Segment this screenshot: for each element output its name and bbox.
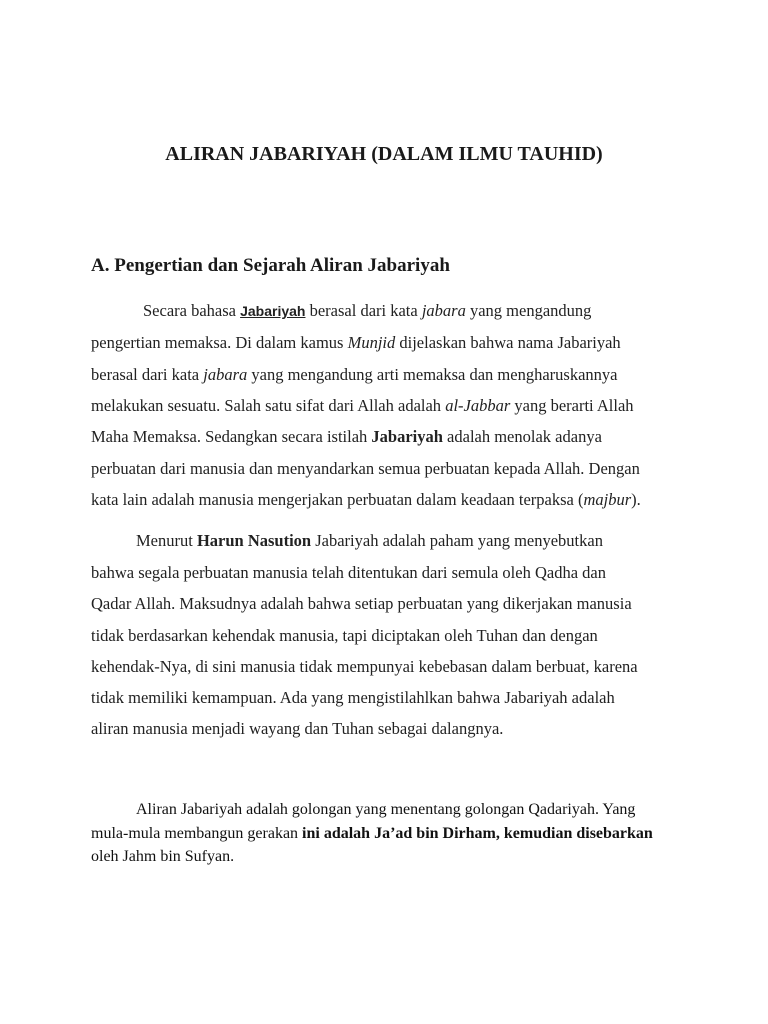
paragraph-1-line-1: Secara bahasa Jabariyah berasal dari kata jabara yang mengandung xyxy=(143,301,592,320)
paragraph-3-line-1: Aliran Jabariyah adalah golongan yang menentang golongan Qadariyah. Yang xyxy=(136,801,636,818)
paragraph-2-line-2: bahwa segala perbuatan manusia telah ditentukan dari semula oleh Qadha dan xyxy=(91,563,606,582)
paragraph-2-line-1: Menurut Harun Nasution Jabariyah adalah paham yang menyebutkan xyxy=(136,531,603,550)
paragraph-3-line-2: mula-mula membangun gerakan ini adalah Ja’ad bin Dirham, kemudian disebarkan xyxy=(91,825,653,842)
paragraph-1-line-7: kata lain adalah manusia mengerjakan perbuatan dalam keadaan terpaksa (majbur). xyxy=(91,490,641,509)
document-title: ALIRAN JABARIYAH (DALAM ILMU TAUHID) xyxy=(165,143,603,165)
section-a-heading: A. Pengertian dan Sejarah Aliran Jabariyah xyxy=(91,255,450,276)
paragraph-2-line-5: kehendak-Nya, di sini manusia tidak mempunyai kebebasan dalam berbuat, karena xyxy=(91,657,638,676)
paragraph-1-line-2: pengertian memaksa. Di dalam kamus Munjid dijelaskan bahwa nama Jabariyah xyxy=(91,333,621,352)
paragraph-2-line-3: Qadar Allah. Maksudnya adalah bahwa setiap perbuatan yang dikerjakan manusia xyxy=(91,594,632,613)
paragraph-2-line-6: tidak memiliki kemampuan. Ada yang mengistilahlkan bahwa Jabariyah adalah xyxy=(91,688,615,707)
paragraph-1-line-5: Maha Memaksa. Sedangkan secara istilah Jabariyah adalah menolak adanya xyxy=(91,427,602,446)
paragraph-2-line-4: tidak berdasarkan kehendak manusia, tapi diciptakan oleh Tuhan dan dengan xyxy=(91,626,598,645)
keyword-jabariyah-link: Jabariyah xyxy=(240,303,306,319)
paragraph-1-line-3: berasal dari kata jabara yang mengandung arti memaksa dan mengharuskannya xyxy=(91,365,618,384)
paragraph-1-line-4: melakukan sesuatu. Salah satu sifat dari Allah adalah al-Jabbar yang berarti Allah xyxy=(91,396,634,415)
paragraph-1-line-6: perbuatan dari manusia dan menyandarkan semua perbuatan kepada Allah. Dengan xyxy=(91,459,640,478)
paragraph-2-line-7: aliran manusia menjadi wayang dan Tuhan sebagai dalangnya. xyxy=(91,719,504,738)
paragraph-3-line-3: oleh Jahm bin Sufyan. xyxy=(91,848,235,865)
